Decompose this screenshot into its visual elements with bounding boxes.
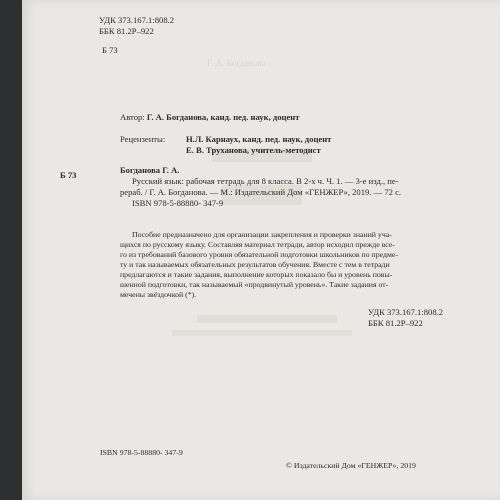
udk-code: УДК 373.167.1:808.2 bbox=[99, 15, 175, 25]
udk-code-bottom: УДК 373.167.1:808.2 bbox=[368, 307, 444, 317]
annotation-line: предлагаются и такие задания, выполнение которых показало бы и уровень повы- bbox=[120, 270, 393, 279]
isbn-bottom: ISBN 978-5-88880- 347-9 bbox=[100, 448, 183, 457]
author-sign: Б 73 bbox=[102, 45, 118, 55]
annotation-line: го из требований базового уровня обязательной подготовки школьников по предме- bbox=[120, 250, 398, 259]
bbk-code-bottom: ББК 81.2Р–922 bbox=[368, 318, 423, 328]
annotation-line: щихся по русскому языку. Составляя материал тетради, автор исходил прежде все- bbox=[120, 240, 395, 249]
bleed-through-block bbox=[197, 315, 337, 323]
bbk-code: ББК 81.2Р–922 bbox=[99, 26, 154, 36]
catalog-line-2: рераб. / Г. А. Богданова. — М.: Издательский Дом «ГЕНЖЕР», 2019. — 72 с. bbox=[120, 187, 402, 197]
annotation-line: шенной подготовки, так называемый «продвинутый уровень». Такие задания от- bbox=[120, 280, 389, 289]
catalog-isbn: ISBN 978-5-88880- 347-9 bbox=[132, 198, 224, 208]
reviewer-1: Н.Л. Карнаух, канд. пед. наук, доцент bbox=[186, 134, 332, 144]
bleed-through-block bbox=[172, 330, 352, 336]
author-value: Г. А. Богданова, канд. пед. наук, доцент bbox=[146, 112, 300, 122]
bleed-through-text: Г. А. Богданова bbox=[207, 58, 266, 68]
reviewer-2: Е. В. Труханова, учитель-методист bbox=[186, 145, 321, 155]
annotation-line: ту и так называемых обязательных результатов обучения. Вместе с тем в тетради bbox=[120, 260, 390, 269]
annotation-line: мечены звёздочкой (*). bbox=[120, 290, 197, 299]
author-label: Автор: bbox=[120, 112, 145, 122]
catalog-author-heading: Богданова Г. А. bbox=[120, 165, 180, 175]
book-page bbox=[22, 0, 500, 500]
annotation-line: Пособие предназначено для организации закрепления и проверки знаний уча- bbox=[132, 230, 392, 239]
reviewers-label: Рецензенты: bbox=[120, 134, 166, 144]
catalog-code: Б 73 bbox=[60, 170, 77, 180]
catalog-line-1: Русский язык: рабочая тетрадь для 8 класса. В 2-х ч. Ч. 1. — 3-е изд., пе- bbox=[132, 176, 399, 186]
author-line bbox=[120, 112, 299, 122]
copyright: © Издательский Дом «ГЕНЖЕР», 2019 bbox=[286, 461, 416, 470]
